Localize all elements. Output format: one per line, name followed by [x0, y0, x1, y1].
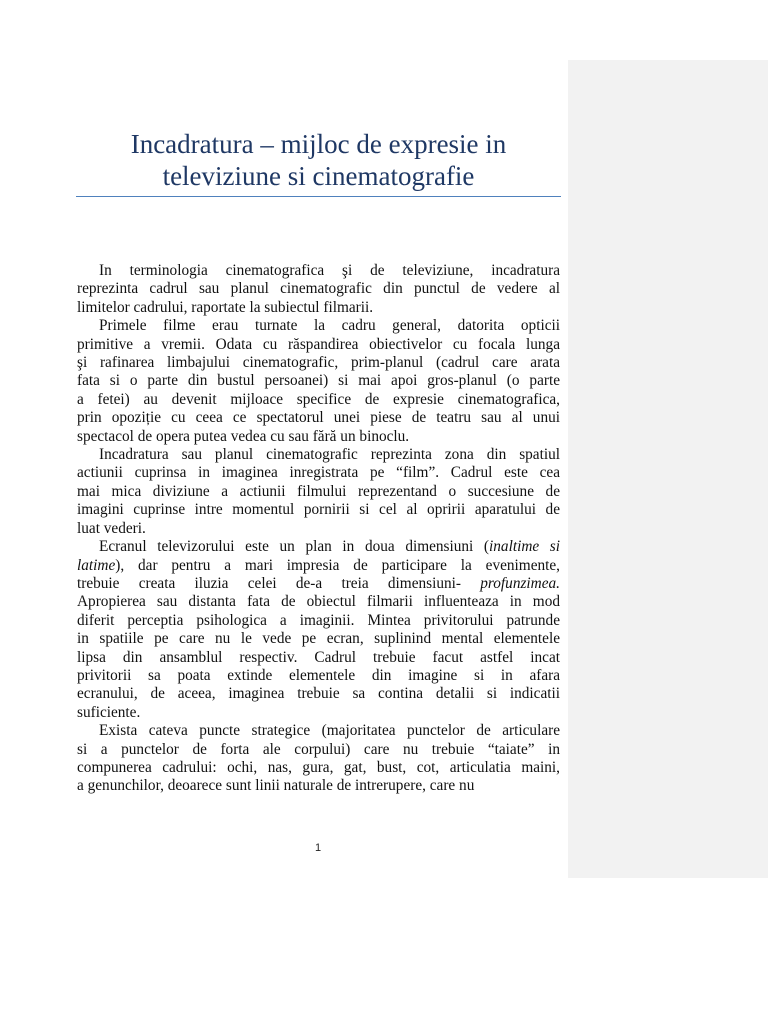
text-line: a genunchilor, deoarece sunt linii naturale de intrerupere, care nu	[77, 777, 475, 795]
text-line: si a punctelor de forta ale corpului) care nu trebuie “taiate” in	[77, 740, 560, 758]
text-line: primitive a vremii. Odata cu răspandirea obiectivelor cu focala lunga	[77, 335, 560, 353]
text-segment: ), dar pentru a mari impresia de participare la evenimente,	[115, 556, 560, 574]
text-line	[77, 575, 560, 593]
text-line: privitorii sa poata extinde elementele din imagine si in afara	[77, 666, 560, 684]
text-segment: Ecranul televizorului este un plan in doua dimensiuni (	[99, 538, 490, 556]
text-line: Exista cateva puncte strategice (majoritatea punctelor de articulare	[99, 722, 560, 740]
text-line: lipsa din ansamblul respectiv. Cadrul trebuie facut astfel incat	[77, 648, 560, 666]
document-title	[76, 128, 561, 192]
text-line: Primele filme erau turnate la cadru general, datorita opticii	[99, 317, 560, 335]
text-line: In terminologia cinematografica şi de televiziune, incadratura	[99, 262, 560, 279]
text-line: compunerea cadrului: ochi, nas, gura, gat, bust, cot, articulatia maini,	[77, 758, 560, 776]
paragraph	[77, 722, 560, 796]
page-number: 1	[314, 842, 322, 854]
text-line: diferit perceptia psihologica a imaginii. Mintea privitorului patrunde	[77, 611, 560, 629]
paragraph	[77, 538, 560, 722]
text-line: imagini cuprinse intre momentul pornirii si cel al opririi aparatului de	[77, 501, 560, 519]
text-line	[77, 538, 560, 556]
comment-pane	[568, 60, 768, 878]
text-line: in spatiile pe care nu le vede pe ecran, suplinind mental elementele	[77, 630, 560, 648]
text-line: suficiente.	[77, 703, 141, 721]
text-line: luat vederi.	[77, 519, 146, 537]
italic-text: profunzimea.	[480, 574, 560, 592]
text-line: ecranului, de aceea, imaginea trebuie sa contina detalii si indicatii	[77, 685, 560, 703]
title-line-2: televiziune si cinematografie	[162, 161, 475, 191]
text-line: fata si o parte din bustul persoanei) si mai apoi gros-planul (o parte	[77, 372, 560, 390]
paragraph	[77, 446, 560, 538]
text-line	[77, 557, 560, 575]
italic-text: inaltime si	[489, 538, 560, 556]
italic-text: latime	[77, 556, 116, 574]
text-line: a fetei) au devenit mijloace specifice de expresie cinematografica,	[77, 390, 560, 408]
text-line: mai mica diviziune a actiunii filmului reprezentand o succesiune de	[77, 482, 560, 500]
text-line: spectacol de opera putea vedea cu sau fără un binoclu.	[77, 427, 410, 445]
text-line: reprezinta cadrul sau planul cinematografic din punctul de vedere al	[77, 280, 560, 298]
text-segment: trebuie creata iluzia celei de-a treia dimensiuni-	[77, 574, 481, 592]
text-line: Apropierea sau distanta fata de obiectul filmarii influenteaza in mod	[77, 593, 560, 611]
text-line: prin opoziție cu ceea ce spectatorul unei piese de teatru sau al unui	[77, 409, 560, 427]
title-underline	[76, 196, 561, 197]
paragraph	[77, 317, 560, 446]
text-line: şi rafinarea limbajului cinematografic, prim-planul (cadrul care arata	[77, 354, 560, 372]
text-line: Incadratura sau planul cinematografic reprezinta zona din spatiul	[99, 446, 560, 464]
text-line: actiunii cuprinsa in imaginea inregistrata pe “film”. Cadrul este cea	[77, 464, 560, 482]
text-line: limitelor cadrului, raportate la subiectul filmarii.	[77, 298, 374, 316]
title-line-1: Incadratura – mijloc de expresie in	[130, 129, 507, 159]
document-body	[77, 262, 560, 796]
paragraph	[77, 262, 560, 317]
